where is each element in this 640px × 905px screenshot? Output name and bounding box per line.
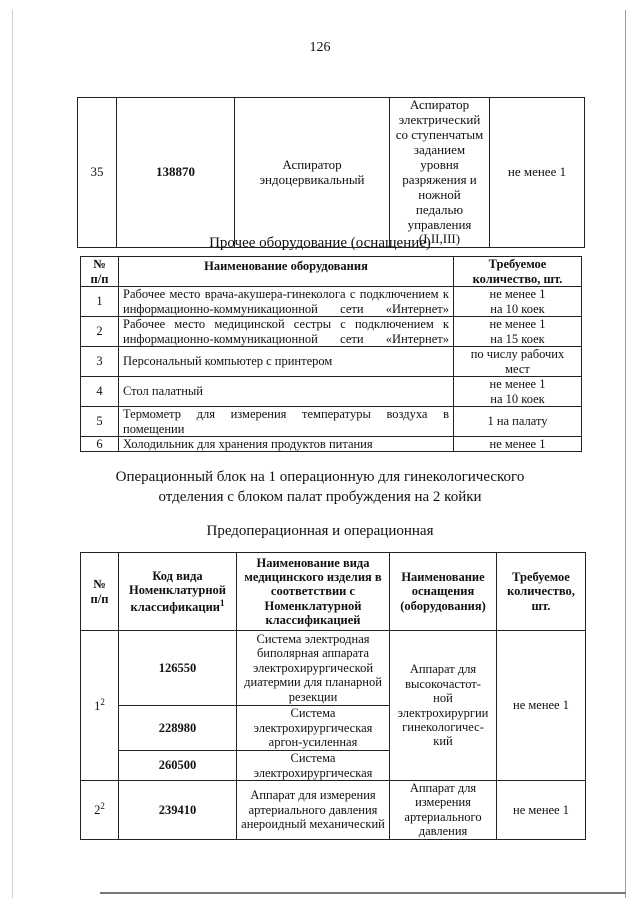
required-quantity: не менее 1 xyxy=(497,631,586,781)
table-row xyxy=(81,287,582,317)
footnote-marker: 2 xyxy=(100,697,105,708)
row-number: 4 xyxy=(81,377,119,407)
nomenclature-code: 228980 xyxy=(119,706,237,751)
quantity-line: не менее 1 xyxy=(489,377,546,392)
equipment-name: Рабочее место врача-акушера-гинеколога с подключением к информационно-коммуникационной сети «Интернет» xyxy=(119,287,454,317)
header-quantity: Требуемое количество, шт. xyxy=(454,257,582,287)
nomenclature-code: 239410 xyxy=(119,781,237,840)
section-title-other-equipment: Прочее оборудование (оснащение) xyxy=(209,235,431,251)
equipment-name: Рабочее место медицинской сестры с подключением к информационно-коммуникационной сети «Интернет» xyxy=(119,317,454,347)
required-quantity xyxy=(454,377,582,407)
device-type: Система электрохирургическая аргон-усиленная xyxy=(237,706,390,751)
equipment-name: Аспиратор электрический со ступенчатым заданием уровня разряжения и ножной педалью управления (I,II,III) xyxy=(390,98,490,248)
required-quantity xyxy=(454,407,582,437)
equipment-name: Стол палатный xyxy=(119,377,454,407)
page-number: 126 xyxy=(309,40,331,55)
device-type: Аппарат для измерения артериального давления анероидный механический xyxy=(237,781,390,840)
quantity-line: не менее 1 xyxy=(489,317,546,332)
footnote-marker: 1 xyxy=(219,597,225,608)
device-type: Аспиратор эндоцервикальный xyxy=(235,98,390,248)
table-row xyxy=(81,317,582,347)
row-number: 5 xyxy=(81,407,119,437)
quantity-line: не менее 1 xyxy=(489,287,546,302)
quantity-line: по числу рабочих xyxy=(470,347,565,362)
equipment-name: Персональный компьютер с принтером xyxy=(119,347,454,377)
bottom-rule xyxy=(100,892,626,894)
row-number xyxy=(81,631,119,781)
nomenclature-code: 138870 xyxy=(117,98,235,248)
row-number: 35 xyxy=(78,98,117,248)
table-row xyxy=(81,437,582,452)
required-quantity: не менее 1 xyxy=(497,781,586,840)
table-row xyxy=(78,98,585,248)
header-equipment: Наименование оснащения (оборудования) xyxy=(390,553,497,631)
table-row xyxy=(81,631,586,706)
nomenclature-code: 260500 xyxy=(119,751,237,781)
required-quantity xyxy=(454,287,582,317)
row-number: 6 xyxy=(81,437,119,452)
table-row xyxy=(81,347,582,377)
nomenclature-code: 126550 xyxy=(119,631,237,706)
device-type: Система электродная биполярная аппарата электрохирургической диатермии для планарной резекции xyxy=(237,631,390,706)
operating-room-table xyxy=(80,552,586,840)
quantity-line: на 10 коек xyxy=(490,301,545,316)
header-number: № п/п xyxy=(81,553,119,631)
table-row xyxy=(81,781,586,840)
section-title-preoperative: Предоперационная и операционная xyxy=(206,523,434,539)
table-row xyxy=(81,377,582,407)
row-number: 3 xyxy=(81,347,119,377)
required-quantity xyxy=(454,317,582,347)
required-quantity: не менее 1 xyxy=(490,98,585,248)
quantity-line: не менее 1 xyxy=(489,437,546,451)
quantity-line: на 15 коек xyxy=(490,331,545,346)
footnote-marker: 2 xyxy=(100,801,105,812)
required-quantity xyxy=(454,347,582,377)
device-type: Система электрохирургическая xyxy=(237,751,390,781)
equipment-name: Аппарат для измерения артериального давления xyxy=(390,781,497,840)
section-title-line: отделения с блоком палат пробуждения на 2 койки xyxy=(158,488,482,505)
section-title-operating-block xyxy=(0,468,640,507)
header-name: Наименование оборудования xyxy=(119,257,454,287)
header-device-type: Наименование вида медицинского изделия в соответствии с Номенклатурной классификацией xyxy=(237,553,390,631)
table-header-row xyxy=(81,257,582,287)
header-code-text: Код вида Номенклатурной классификации xyxy=(129,568,226,614)
equipment-name: Термометр для измерения температуры воздуха в помещении xyxy=(119,407,454,437)
row-number-text: 1 xyxy=(94,699,101,714)
other-equipment-table xyxy=(80,256,582,452)
row-number: 2 xyxy=(81,317,119,347)
row-number-text: 2 xyxy=(94,803,101,818)
header-number: № п/п xyxy=(81,257,119,287)
equipment-name: Аппарат для высокочастот- ной электрохирургии гинекологичес- кий xyxy=(390,631,497,781)
equipment-name: Холодильник для хранения продуктов питания xyxy=(119,437,454,452)
aspirator-table xyxy=(77,97,585,248)
row-number xyxy=(81,781,119,840)
quantity-line: мест xyxy=(505,361,530,376)
row-number: 1 xyxy=(81,287,119,317)
quantity-line: 1 на палату xyxy=(487,414,548,429)
quantity-line: на 10 коек xyxy=(490,391,545,406)
header-code xyxy=(119,553,237,631)
section-title-line: Операционный блок на 1 операционную для гинекологического xyxy=(115,469,525,485)
table-row xyxy=(81,407,582,437)
header-quantity: Требуемое количество, шт. xyxy=(497,553,586,631)
table-header-row xyxy=(81,553,586,631)
required-quantity xyxy=(454,437,582,452)
